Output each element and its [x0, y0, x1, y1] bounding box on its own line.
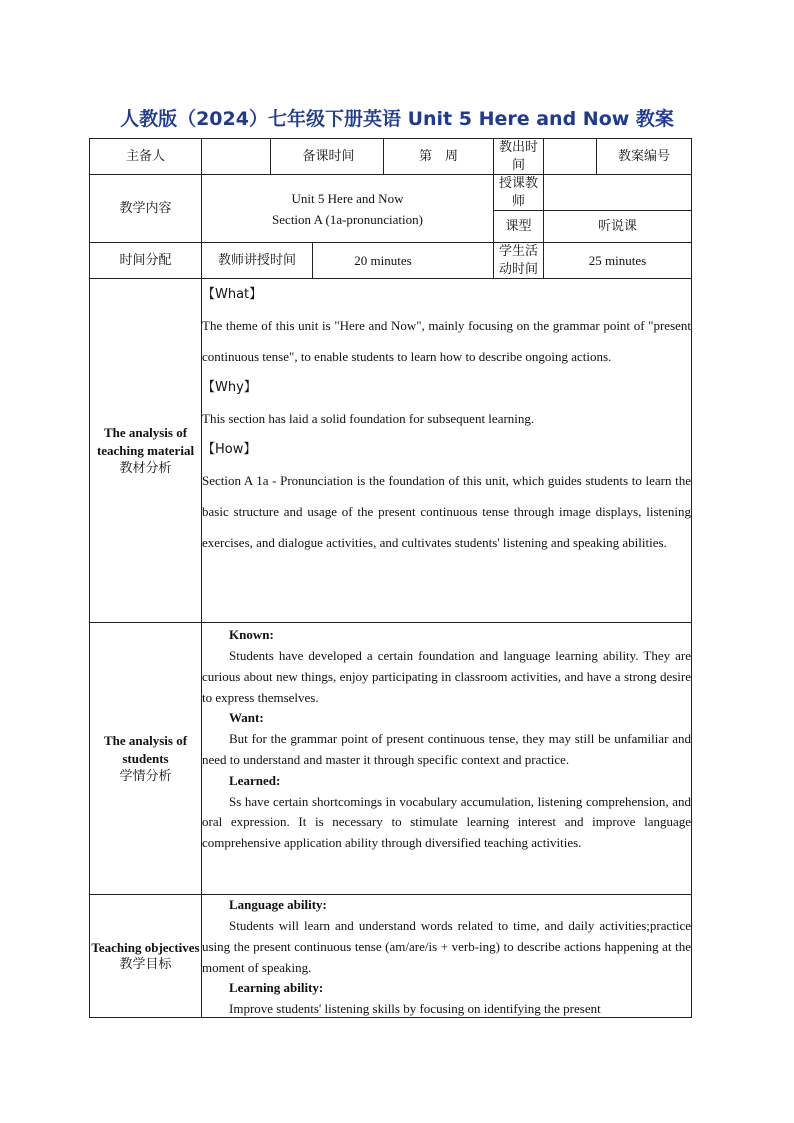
plan-number-label-text: 教案编号 — [618, 148, 671, 164]
teach-time-value — [544, 139, 597, 175]
learned-text: Ss have certain shortcomings in vocabulary accumulation, listening comprehension, and oral expression. It is necessary to stimulate learning interest and improve language comprehensive application ability through diversified teaching activities. — [202, 793, 692, 851]
time-alloc-label: 时间分配 — [90, 243, 202, 279]
students-label-zh: 学情分析 — [119, 768, 172, 784]
objectives-label-en: Teaching objectives — [91, 939, 200, 955]
preparer-value — [202, 139, 271, 175]
students-label — [90, 623, 202, 895]
material-label — [90, 279, 202, 623]
lesson-plan-table — [89, 138, 692, 1018]
teacher-time-value: 20 minutes — [313, 243, 494, 279]
objectives-clip — [202, 895, 691, 1016]
how-text: Section A 1a - Pronunciation is the foundation of this unit, which guides students to learn the basic structure and usage of the present continuous tense through image displays, listening exercises, and dialogue activities, and cultivates students' listening and speaking abilities. — [202, 473, 692, 551]
header-row-2 — [90, 175, 692, 211]
week-label: 第 周 — [384, 139, 494, 175]
content-label: 教学内容 — [90, 175, 202, 243]
lesson-type-label: 课型 — [494, 211, 544, 243]
objectives-content — [202, 895, 692, 1018]
page-title: 人教版（2024）七年级下册英语 Unit 5 Here and Now 教案 — [120, 108, 674, 130]
header-row-4 — [90, 243, 692, 279]
why-heading: 【Why】 — [202, 380, 257, 396]
students-content — [202, 623, 692, 895]
want-heading: Want: — [229, 710, 264, 726]
students-row — [90, 623, 692, 895]
header-row-1 — [90, 139, 692, 175]
objectives-label — [90, 895, 202, 1018]
preparer-label: 主备人 — [90, 139, 202, 175]
teacher-value — [544, 175, 692, 211]
material-label-en: The analysis of teaching material — [96, 425, 195, 458]
objectives-label-zh: 教学目标 — [119, 957, 172, 973]
learning-ability-heading: Learning ability: — [229, 980, 324, 996]
teach-time-label: 教出时间 — [494, 139, 544, 175]
student-time-label: 学生活动时间 — [494, 243, 544, 279]
want-text: But for the grammar point of present continuous tense, they may still be unfamiliar and need to understand and master it through specific context and practice. — [202, 731, 692, 768]
plan-number-label — [597, 139, 692, 175]
learning-ability-text: Improve students' listening skills by focusing on identifying the present — [229, 1001, 601, 1017]
objectives-row — [90, 895, 692, 1018]
content-line-1: Unit 5 Here and Now — [291, 190, 404, 206]
teacher-label: 授课教师 — [494, 175, 544, 211]
teacher-time-label: 教师讲授时间 — [202, 243, 313, 279]
how-heading: 【How】 — [202, 442, 257, 458]
material-label-zh: 教材分析 — [119, 460, 172, 476]
prep-time-label: 备课时间 — [271, 139, 384, 175]
language-ability-heading: Language ability: — [229, 897, 327, 913]
student-time-value: 25 minutes — [544, 243, 692, 279]
content-line-2: Section A (1a-pronunciation) — [272, 211, 423, 227]
material-content — [202, 279, 692, 623]
what-text: The theme of this unit is "Here and Now", mainly focusing on the grammar point of "present continuous tense", to enable students to learn how to describe ongoing actions. — [202, 318, 692, 365]
known-heading: Known: — [229, 627, 274, 643]
material-row — [90, 279, 692, 623]
content-value — [202, 175, 494, 243]
language-ability-text: Students will learn and understand words related to time, and daily activities;practice using the present continuous tense (am/are/is + verb-ing) to describe actions happening at the moment of speaking. — [202, 918, 692, 975]
learned-heading: Learned: — [229, 772, 281, 788]
known-text: Students have developed a certain foundation and language learning ability. They are curious about new things, enjoy participating in classroom activities, and have a strong desire to express themselves. — [202, 648, 692, 705]
what-heading: 【What】 — [202, 287, 263, 303]
students-label-en: The analysis of students — [103, 733, 188, 766]
lesson-type-value: 听说课 — [544, 211, 692, 243]
why-text: This section has laid a solid foundation for subsequent learning. — [202, 411, 535, 427]
